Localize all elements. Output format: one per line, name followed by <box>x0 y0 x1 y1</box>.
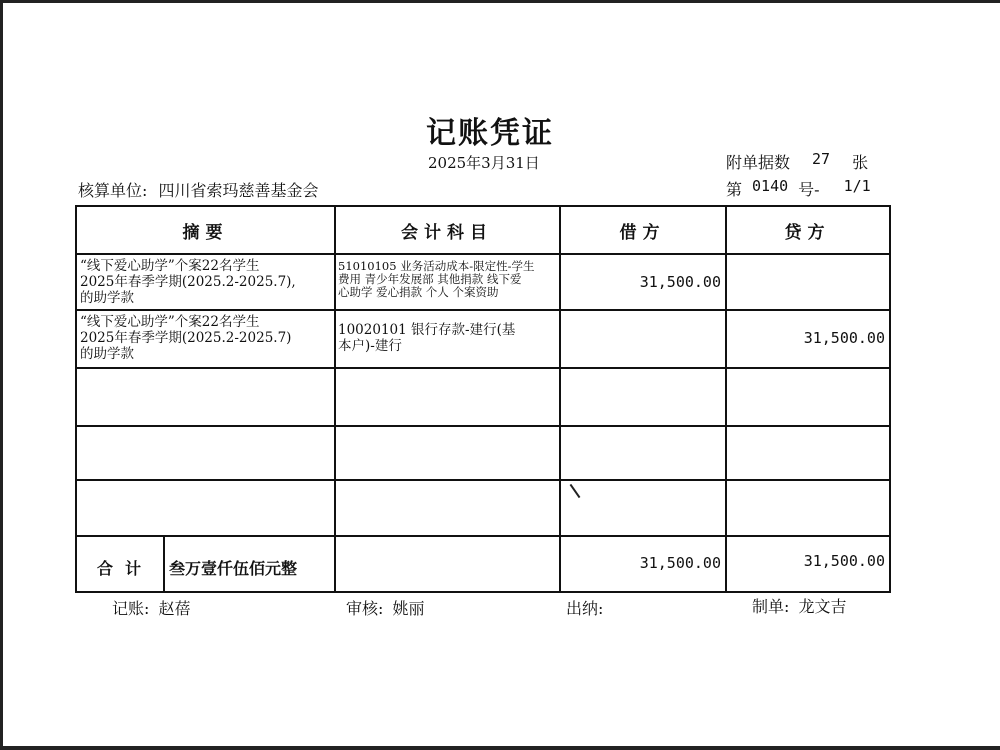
preparer-name: 龙文吉 <box>798 597 847 616</box>
scan-edge-top <box>0 0 1000 3</box>
voucher-table <box>75 205 891 593</box>
attach-label: 附单据数 <box>726 153 791 172</box>
summary-line: 的助学款 <box>80 290 134 306</box>
auditor-label: 审核: <box>346 599 384 618</box>
page-indicator: 1/1 <box>843 177 871 195</box>
scan-edge-left <box>0 0 3 750</box>
row-credit-amount: 31,500.00 <box>803 329 885 347</box>
summary-line: “线下爱心助学”个案22名学生 <box>80 314 260 330</box>
auditor-name: 姚丽 <box>392 599 425 618</box>
attach-unit: 张 <box>852 153 869 172</box>
col-divider <box>163 536 165 591</box>
table-row-account <box>338 260 558 299</box>
account-line: 10020101 银行存款-建行(基 <box>338 322 516 338</box>
unit-label: 核算单位: <box>78 181 148 200</box>
preparer-signature <box>752 594 847 617</box>
row-divider <box>77 367 889 369</box>
number-suffix: 号- <box>798 180 820 199</box>
attachment-count <box>726 150 868 173</box>
header-account: 会计科目 <box>401 222 493 243</box>
table-row-account <box>338 322 558 354</box>
table-row-summary <box>80 258 332 306</box>
total-amount-words: 叁万壹仟伍佰元整 <box>169 559 298 578</box>
total-credit-amount: 31,500.00 <box>803 552 885 570</box>
preparer-label: 制单: <box>752 597 790 616</box>
account-line: 51010105 业务活动成本-限定性-学生 <box>338 259 535 273</box>
row-divider <box>77 253 889 255</box>
account-line: 费用 青少年发展部 其他捐款 线下爱 <box>338 272 522 286</box>
accounting-unit <box>78 178 319 201</box>
col-divider <box>725 207 727 591</box>
row-divider <box>77 425 889 427</box>
cashier-signature <box>566 596 607 619</box>
voucher-title: 记账凭证 <box>426 116 554 151</box>
header-credit: 贷方 <box>784 222 831 243</box>
summary-line: “线下爱心助学”个案22名学生 <box>80 258 260 274</box>
summary-line: 2025年春季学期(2025.2-2025.7), <box>80 274 296 290</box>
bookkeeper-label: 记账: <box>112 599 150 618</box>
row-divider <box>77 535 889 537</box>
bookkeeper-name: 赵蓓 <box>158 599 191 618</box>
scan-edge-bottom <box>0 746 1000 750</box>
row-debit-amount: 31,500.00 <box>639 273 721 291</box>
scan-mark <box>570 484 581 498</box>
voucher-date: 2025年3月31日 <box>428 154 540 172</box>
header-summary: 摘要 <box>182 222 229 243</box>
cashier-label: 出纳: <box>566 599 604 618</box>
voucher-number <box>726 177 871 200</box>
col-divider <box>334 207 336 591</box>
summary-line: 的助学款 <box>80 346 134 362</box>
total-debit-amount: 31,500.00 <box>639 554 721 572</box>
col-divider <box>559 207 561 591</box>
table-row-summary <box>80 314 332 362</box>
auditor-signature <box>346 596 425 619</box>
summary-line: 2025年春季学期(2025.2-2025.7) <box>80 330 292 346</box>
attach-count: 27 <box>812 150 831 168</box>
bookkeeper-signature <box>112 596 191 619</box>
total-label: 合计 <box>97 559 154 578</box>
header-debit: 借方 <box>619 222 666 243</box>
row-divider <box>77 309 889 311</box>
unit-name: 四川省索玛慈善基金会 <box>158 181 319 200</box>
account-line: 本户)-建行 <box>338 338 402 354</box>
row-divider <box>77 479 889 481</box>
account-line: 心助学 爱心捐款 个人 个案资助 <box>338 285 499 299</box>
number-prefix: 第 <box>726 180 743 199</box>
number-value: 0140 <box>752 177 789 195</box>
